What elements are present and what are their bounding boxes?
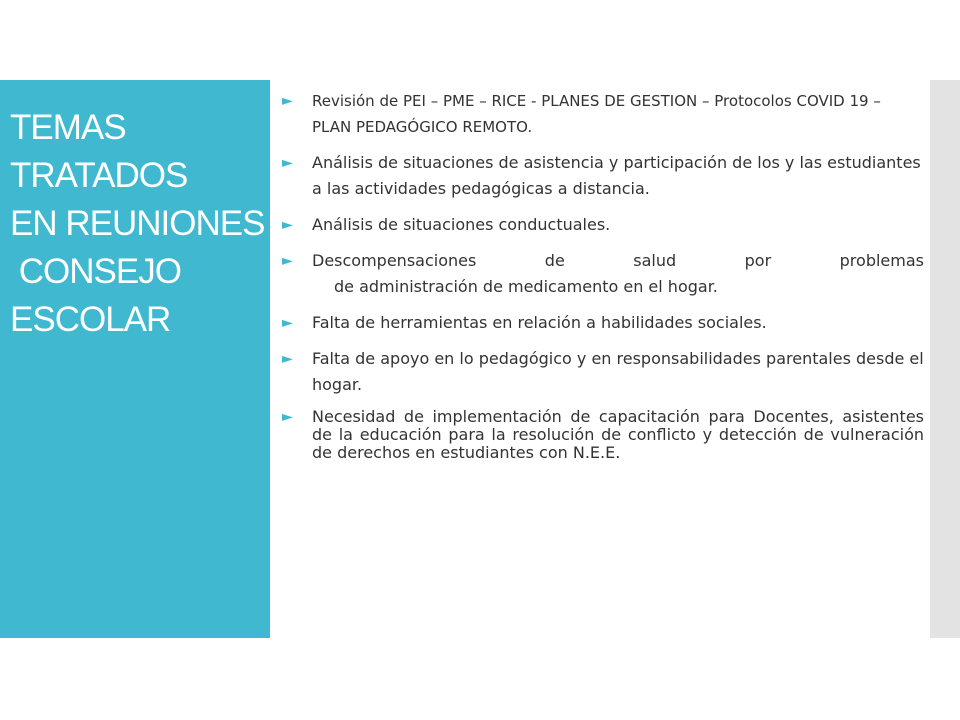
side-accent-bar xyxy=(930,80,960,638)
bullet-item xyxy=(276,150,924,202)
slide-title xyxy=(10,104,272,344)
title-line: TEMAS xyxy=(10,108,126,147)
bullet-arrow-icon: ► xyxy=(282,409,293,425)
bullet-item xyxy=(276,248,924,300)
bullet-text: Falta de herramientas en relación a habilidades sociales. xyxy=(312,313,767,332)
bullet-item xyxy=(276,310,924,336)
bullet-list xyxy=(276,88,924,472)
bullet-text: Falta de apoyo en lo pedagógico y en responsabilidades parentales desde el hogar. xyxy=(312,349,924,394)
bullet-item xyxy=(276,346,924,398)
bullet-arrow-icon: ► xyxy=(282,155,293,171)
bullet-arrow-icon: ► xyxy=(282,253,293,269)
bullet-text: Necesidad de implementación de capacitación para Docentes, asistentes de la educación para la resolución de conflicto y detección de vulneración de derechos en estudiantes con N.E.E. xyxy=(312,407,924,462)
title-line: ESCOLAR xyxy=(10,300,171,339)
title-line: EN REUNIONES xyxy=(10,204,265,243)
bullet-arrow-icon: ► xyxy=(282,93,293,109)
bullet-item xyxy=(276,88,924,140)
bullet-text: Análisis de situaciones de asistencia y participación de los y las estudiantes a las actividades pedagógicas a distancia. xyxy=(312,153,921,198)
bullet-text: Descompensaciones de salud por problemas xyxy=(312,251,924,270)
bullet-text-continuation: de administración de medicamento en el hogar. xyxy=(334,277,718,296)
bullet-text: Análisis de situaciones conductuales. xyxy=(312,215,611,234)
bullet-text: Revisión de PEI – PME – RICE - PLANES DE GESTION – Protocolos COVID 19 – PLAN PEDAGÓGICO REMOTO. xyxy=(312,92,881,136)
bullet-arrow-icon: ► xyxy=(282,351,293,367)
bullet-arrow-icon: ► xyxy=(282,217,293,233)
title-line: CONSEJO xyxy=(10,252,181,291)
bullet-arrow-icon: ► xyxy=(282,315,293,331)
bullet-item xyxy=(276,212,924,238)
bullet-item xyxy=(276,408,924,462)
title-line: TRATADOS xyxy=(10,156,188,195)
